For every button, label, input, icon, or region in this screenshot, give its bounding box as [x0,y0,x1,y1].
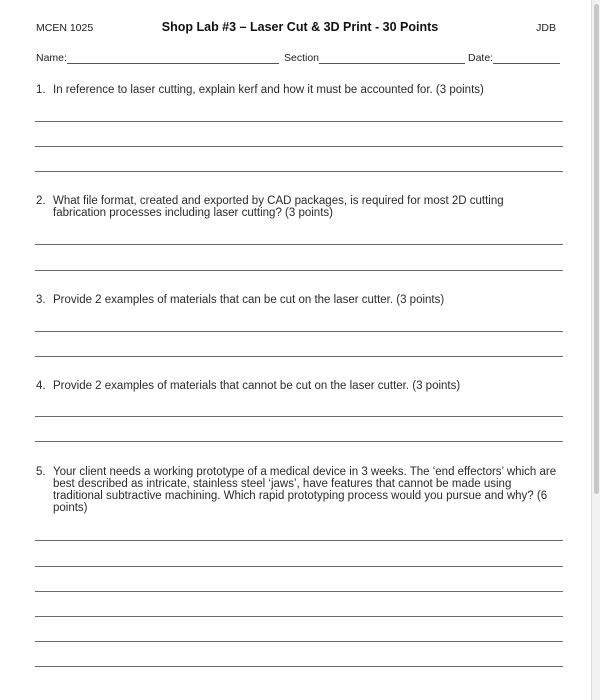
question-text: Provide 2 examples of materials that cannot be cut on the laser cutter. (3 points) [53,380,461,392]
section-field[interactable] [284,52,465,64]
answer-line[interactable] [35,566,563,567]
answer-line[interactable] [35,121,563,122]
page-title: Shop Lab #3 – Laser Cut & 3D Print - 30 Points [161,20,439,34]
answer-line[interactable] [35,616,563,617]
question-text: Your client needs a working prototype of a medical device in 3 weeks. The ‘end effectors’ which are best described as intricate, stainless steel ‘jaws’, have features that cannot be made using traditional subtractive machining. Which rapid prototyping process would you pursue and why? (6 points) [53,466,557,514]
name-label: Name: [36,52,67,64]
question-number: 4. [36,380,46,392]
answer-line[interactable] [35,146,563,147]
answer-line[interactable] [35,641,563,642]
answer-line[interactable] [35,356,563,357]
answer-line[interactable] [35,416,563,417]
answer-line[interactable] [35,171,563,172]
name-blank[interactable] [67,52,279,64]
question-5 [36,466,558,514]
question-number: 3. [36,294,46,306]
question-text: Provide 2 examples of materials that can be cut on the laser cutter. (3 points) [53,294,445,306]
answer-line[interactable] [35,270,563,271]
answer-line[interactable] [35,441,563,442]
question-3 [36,294,558,306]
question-number: 5. [36,466,46,478]
question-number: 2. [36,195,46,207]
question-2 [36,195,558,219]
answer-line[interactable] [35,540,563,541]
answer-line[interactable] [35,591,563,592]
section-blank[interactable] [319,52,465,64]
name-field[interactable] [36,52,279,64]
date-field[interactable] [468,52,560,64]
instructor-initials: JDB [536,22,556,34]
answer-line[interactable] [35,666,563,667]
scrollbar-thumb[interactable] [594,4,599,494]
question-number: 1. [36,84,46,96]
question-text: In reference to laser cutting, explain kerf and how it must be accounted for. (3 points) [53,84,484,96]
answer-line[interactable] [35,331,563,332]
date-blank[interactable] [493,52,560,64]
course-code: MCEN 1025 [36,22,94,34]
answer-line[interactable] [35,244,563,245]
date-label: Date: [468,52,494,64]
scrollbar-track[interactable] [591,0,600,700]
question-4 [36,380,558,392]
question-1 [36,84,558,96]
section-label: Section [284,52,320,64]
question-text: What file format, created and exported by CAD packages, is required for most 2D cutting fabrication processes including laser cutting? (3 points) [53,195,504,219]
